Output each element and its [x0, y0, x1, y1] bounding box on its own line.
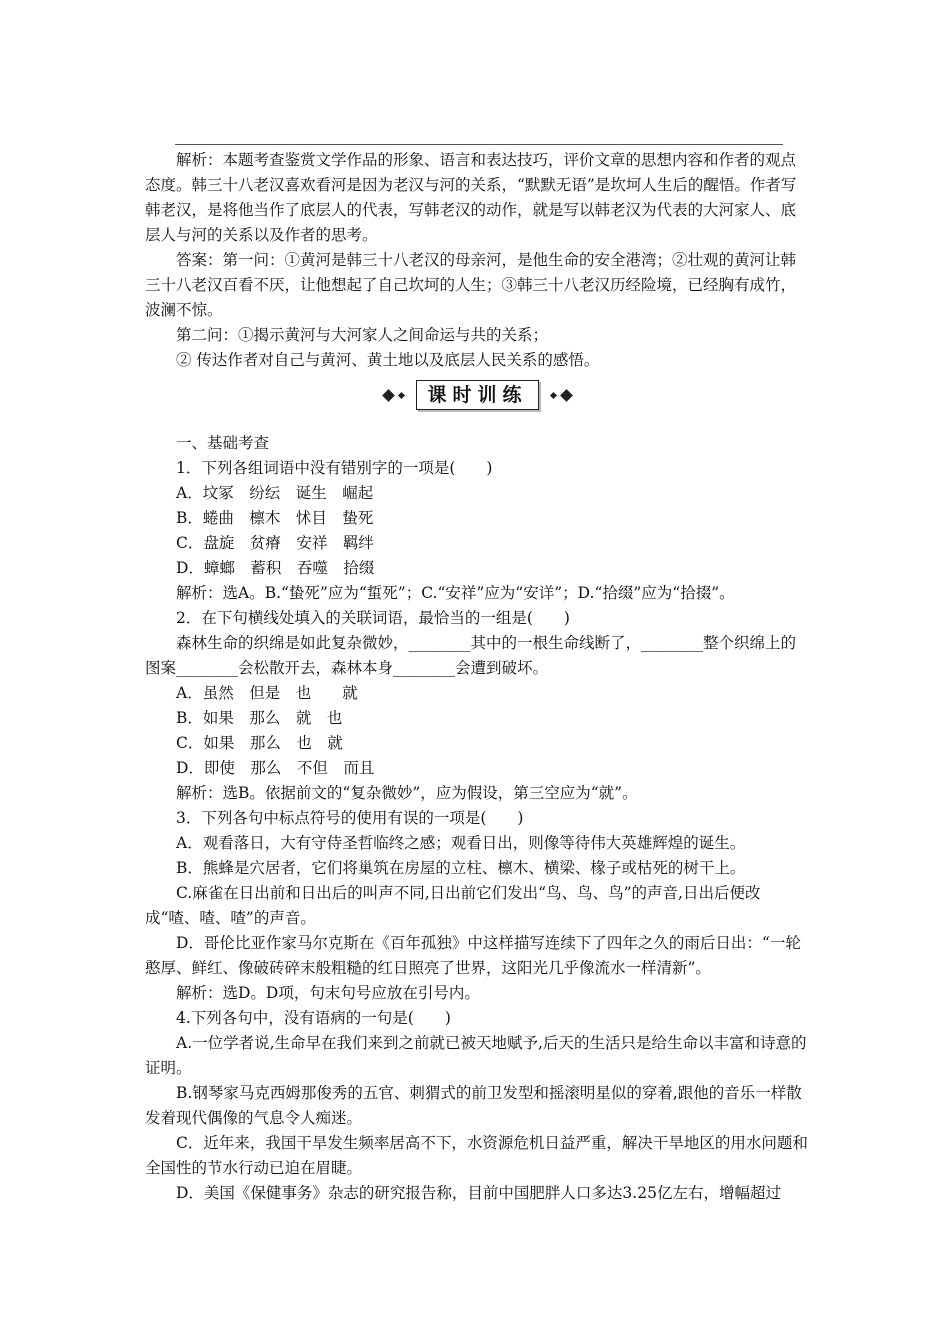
question-3-option-c: C.麻雀在日出前和日出后的叫声不同,日出前它们发出“鸟、鸟、鸟”的声音,日出后便改成“喳、喳、喳”的声音。 — [145, 884, 761, 927]
diamond-small-icon — [549, 391, 556, 398]
section-banner — [145, 375, 810, 415]
question-1-option-c: C．盘旋 贫瘠 安祥 羁绊 — [176, 534, 374, 552]
question-3-stem: 3．下列各句中标点符号的使用有误的一项是( ) — [176, 809, 524, 827]
question-4-option-a: A.一位学者说,生命早在我们来到之前就已被天地赋予,后天的生活只是给生命以丰富和诗意的证明。 — [145, 1034, 807, 1077]
question-3-analysis: 解析：选D。D项，句末句号应放在引号内。 — [176, 984, 480, 1002]
answer-paragraph-2b: ② 传达作者对自己与黄河、黄土地以及底层人民关系的感悟。 — [176, 351, 600, 369]
answer-paragraph-2a: 第二问：①揭示黄河与大河家人之间命运与共的关系； — [176, 326, 549, 344]
analysis-paragraph: 解析：本题考查鉴赏文学作品的形象、语言和表达技巧，评价文章的思想内容和作者的观点态度。韩三十八老汉喜欢看河是因为老汉与河的关系，“默默无语”是坎坷人生后的醒悟。作者写韩老汉，是将他当作了底层人的代表，写韩老汉的动作，就是写以韩老汉为代表的大河家人、底层人与河的关系以及作者的思考。 — [145, 151, 797, 244]
document-body — [145, 148, 810, 1206]
diamond-small-icon — [398, 391, 405, 398]
banner-title: 课时训练 — [416, 380, 538, 410]
question-4-option-b: B.钢琴家马克西姆那俊秀的五官、刺猬式的前卫发型和摇滚明星似的穿着,跟他的音乐一样散发着现代偶像的气息令人痴迷。 — [145, 1084, 802, 1127]
question-1-option-b: B．蜷曲 檩木 怵目 蛰死 — [176, 509, 374, 527]
question-2-passage: 森林生命的织绵是如此复杂微妙，________其中的一根生命线断了，________整个织绵上的图案________会松散开去，森林本身________会遭到破坏。 — [145, 634, 797, 677]
question-3-option-b: B．熊蜂是穴居者，它们将巢筑在房屋的立柱、檩木、横梁、椽子或枯死的树干上。 — [176, 859, 746, 877]
answer-paragraph-1: 答案：第一问：①黄河是韩三十八老汉的母亲河，是他生命的安全港湾；②壮观的黄河让韩三十八老汉百看不厌，让他想起了自己坎坷的人生；③韩三十八老汉历经险境，已经胸有成竹，波澜不惊。 — [145, 251, 797, 319]
question-2-option-d: D．即使 那么 不但 而且 — [176, 759, 375, 777]
header-rule — [175, 144, 783, 145]
section-title: 一、基础考查 — [176, 434, 270, 452]
question-3-option-a: A．观看落日，大有守侍圣哲临终之感；观看日出，则像等待伟大英雄辉煌的诞生。 — [176, 834, 746, 852]
diamond-icon — [560, 389, 573, 402]
question-1-analysis: 解析：选A。B.“蛰死”应为“蜇死”；C.“安祥”应为“安详”；D.“拾缀”应为“拾掇”。 — [176, 584, 735, 602]
question-2-stem: 2．在下句横线处填入的关联词语，最恰当的一组是( ) — [176, 609, 570, 627]
question-2-option-b: B．如果 那么 就 也 — [176, 709, 343, 727]
question-4-stem: 4.下列各句中，没有语病的一句是( ) — [176, 1009, 451, 1027]
diamond-icon — [383, 389, 396, 402]
question-3-option-d: D．哥伦比亚作家马尔克斯在《百年孤独》中这样描写连续下了四年之久的雨后日出：“一轮憨厚、鲜红、像破砖碎末般粗糙的红日照亮了世界，这阳光几乎像流水一样清新”。 — [145, 934, 801, 977]
question-4-option-c: C．近年来，我国干旱发生频率居高不下，水资源危机日益严重，解决干旱地区的用水问题和全国性的节水行动已迫在眉睫。 — [145, 1134, 808, 1177]
question-2-option-a: A．虽然 但是 也 就 — [176, 684, 358, 702]
question-1-option-a: A．坟冢 纷纭 诞生 崛起 — [176, 484, 374, 502]
question-2-analysis: 解析：选B。依据前文的“复杂微妙”，应为假设，第三空应为“就”。 — [176, 784, 638, 802]
question-1-stem: 1．下列各组词语中没有错别字的一项是( ) — [176, 459, 493, 477]
question-1-option-d: D．蟑螂 蓄积 吞噬 拾缀 — [176, 559, 375, 577]
question-2-option-c: C．如果 那么 也 就 — [176, 734, 343, 752]
question-4-option-d: D．美国《保健事务》杂志的研究报告称，目前中国肥胖人口多达3.25亿左右，增幅超过 — [176, 1184, 781, 1202]
